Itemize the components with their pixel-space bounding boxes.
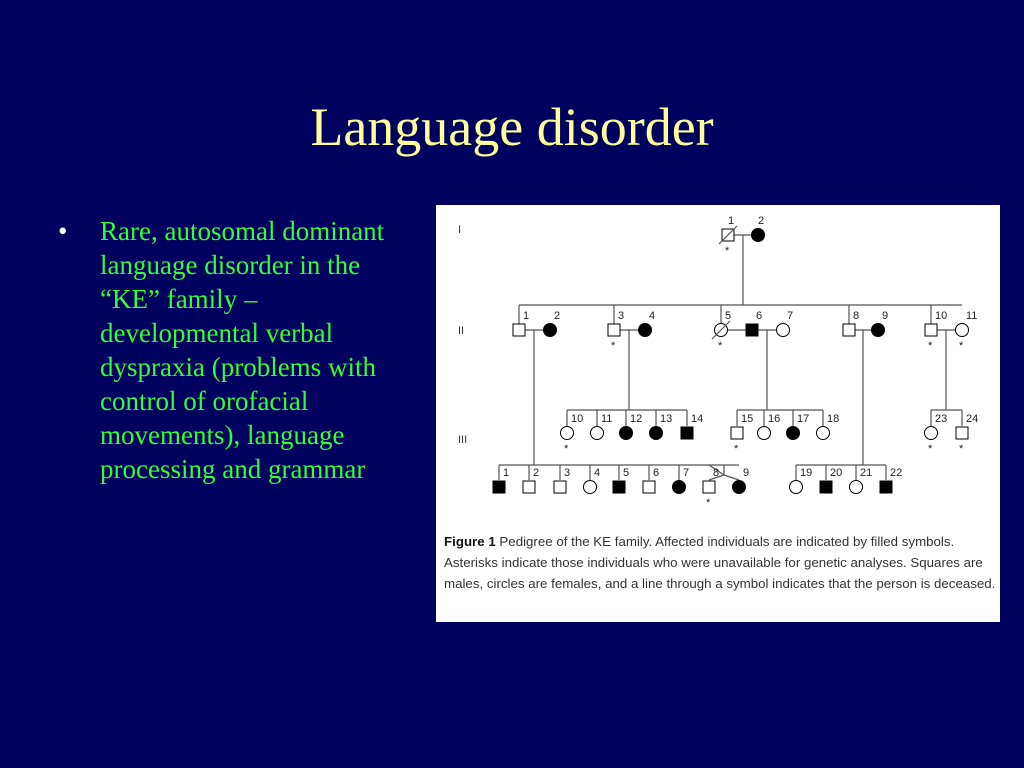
female-symbol [561, 427, 574, 440]
female-symbol [777, 324, 790, 337]
individual-number: 11 [966, 310, 978, 322]
individual-number: 17 [797, 413, 810, 425]
individual-number: 19 [800, 467, 813, 479]
asterisk-marker: * [928, 340, 933, 352]
individual-number: 2 [554, 310, 561, 322]
female-symbol [817, 427, 830, 440]
male-symbol [746, 324, 758, 336]
female-symbol [787, 427, 800, 440]
individual-number: 23 [935, 413, 948, 425]
caption-label: Figure 1 [444, 534, 496, 549]
male-symbol [513, 324, 525, 336]
individual-number: 13 [660, 413, 673, 425]
figure-caption [444, 531, 996, 594]
female-symbol [758, 427, 771, 440]
asterisk-marker: * [959, 443, 964, 455]
male-symbol [731, 427, 743, 439]
male-symbol [608, 324, 620, 336]
twin-line [724, 475, 739, 480]
female-symbol [790, 481, 803, 494]
individual-number: 1 [523, 310, 530, 322]
bullet-marker: • [58, 216, 68, 246]
individual-number: 7 [683, 467, 690, 479]
female-symbol [591, 427, 604, 440]
female-symbol [544, 324, 557, 337]
individual-number: 24 [966, 413, 979, 425]
generation-label: II [458, 325, 465, 337]
asterisk-marker: * [706, 497, 711, 509]
female-symbol [956, 324, 969, 337]
female-symbol [752, 229, 765, 242]
individual-number: 8 [853, 310, 860, 322]
male-symbol [554, 481, 566, 493]
female-symbol [639, 324, 652, 337]
bullet-text: Rare, autosomal dominant language disorder in the “KE” family – developmental verbal dyspraxia (problems with control of orofacial movements), language processing and grammar [100, 216, 385, 484]
male-symbol [523, 481, 535, 493]
female-symbol [620, 427, 633, 440]
individual-number: 9 [882, 310, 889, 322]
male-symbol [493, 481, 505, 493]
asterisk-marker: * [611, 340, 616, 352]
individual-number: 5 [623, 467, 630, 479]
female-symbol [733, 481, 746, 494]
individual-number: 10 [935, 310, 948, 322]
slide-title: Language disorder [310, 97, 714, 157]
individual-number: 3 [564, 467, 571, 479]
individual-number: 20 [830, 467, 843, 479]
individual-number: 1 [728, 215, 735, 227]
male-symbol [956, 427, 968, 439]
individual-number: 2 [758, 215, 765, 227]
pedigree-figure [436, 205, 1000, 622]
individual-number: 10 [571, 413, 584, 425]
asterisk-marker: * [734, 443, 739, 455]
individual-number: 1 [503, 467, 510, 479]
male-symbol [820, 481, 832, 493]
asterisk-marker: * [718, 340, 723, 352]
individual-number: 6 [756, 310, 763, 322]
asterisk-marker: * [564, 443, 569, 455]
male-symbol [613, 481, 625, 493]
asterisk-marker: * [928, 443, 933, 455]
individual-number: 6 [653, 467, 660, 479]
individual-number: 4 [594, 467, 601, 479]
male-symbol [703, 481, 715, 493]
female-symbol [584, 481, 597, 494]
individual-number: 22 [890, 467, 903, 479]
male-symbol [643, 481, 655, 493]
individual-number: 21 [860, 467, 873, 479]
individual-number: 14 [691, 413, 704, 425]
asterisk-marker: * [725, 245, 730, 257]
male-symbol [925, 324, 937, 336]
pedigree-chart [436, 205, 1000, 525]
male-symbol [681, 427, 693, 439]
individual-number: 16 [768, 413, 781, 425]
individual-number: 2 [533, 467, 540, 479]
individual-number: 3 [618, 310, 625, 322]
female-symbol [872, 324, 885, 337]
male-symbol [843, 324, 855, 336]
individual-number: 4 [649, 310, 656, 322]
individual-number: 15 [741, 413, 754, 425]
individual-number: 11 [601, 413, 613, 425]
individual-number: 18 [827, 413, 840, 425]
male-symbol [880, 481, 892, 493]
bullet-list [58, 214, 403, 486]
female-symbol [925, 427, 938, 440]
individual-number: 12 [630, 413, 643, 425]
asterisk-marker: * [959, 340, 964, 352]
female-symbol [650, 427, 663, 440]
generation-label: III [458, 434, 468, 446]
female-symbol [673, 481, 686, 494]
individual-number: 7 [787, 310, 794, 322]
generation-label: I [458, 224, 462, 236]
individual-number: 5 [725, 310, 732, 322]
individual-number: 8 [713, 467, 720, 479]
female-symbol [850, 481, 863, 494]
caption-text: Pedigree of the KE family. Affected individuals are indicated by filled symbols. Asterisks indicate those individuals who were unavailable for genetic analyses. Squares are males, circles are females, and a line through a symbol indicates that the person is deceased. [444, 534, 996, 591]
individual-number: 9 [743, 467, 750, 479]
